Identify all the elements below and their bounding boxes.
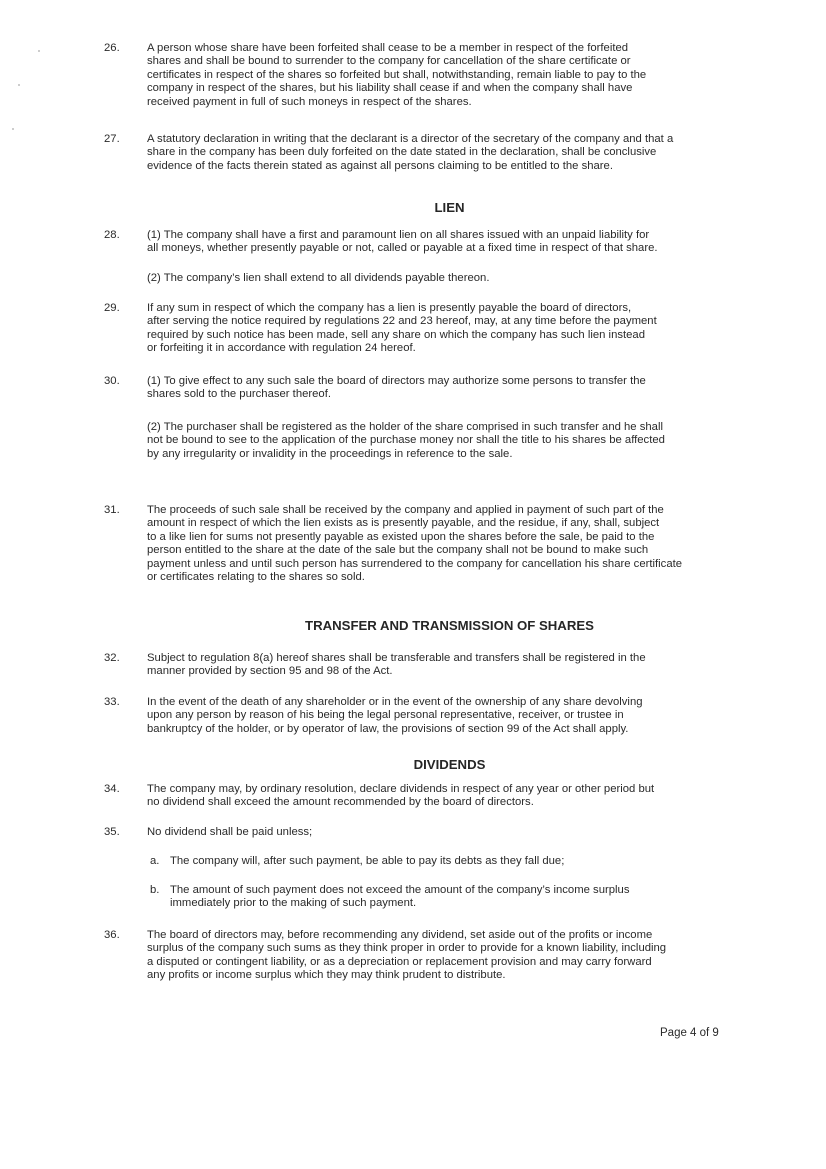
- clause-text: In the event of the death of any shareholder or in the event of the ownership of any share devolving upon any person by reason of his being the legal personal representative, receiver, or trustee in bankruptcy of the holder, or by operator of law, the provisions of section 99 of the Act shall apply.: [147, 696, 643, 735]
- scan-speck: [12, 128, 14, 130]
- list-item-label: b.: [150, 884, 160, 896]
- clause-subparagraph: (2) The purchaser shall be registered as the holder of the share comprised in such transfer and he shall not be bound to see to the application of the purchase money nor shall the title to his shares be affected by any irregularity or invalidity in the proceedings in reference to the sale.: [147, 421, 665, 460]
- list-item-text: The amount of such payment does not exceed the amount of the company’s income surplus immediately prior to the making of such payment.: [170, 884, 630, 910]
- section-heading-dividends: DIVIDENDS: [413, 757, 486, 772]
- clause-text: The proceeds of such sale shall be received by the company and applied in payment of such part of the amount in respect of which the lien exists as is presently payable, and the residue, if any, shall, subject to a like lien for sums not presently payable as existed upon the shares before the sale, be paid to the person entitled to the share at the date of the sale but the company shall not be bound to make such payment unless and until such person has surrendered to the company for cancellation his share certificate or certificates relating to the shares so sold.: [147, 504, 683, 584]
- clause-text: The board of directors may, before recommending any dividend, set aside out of the profits or income surplus of the company such sums as they think proper in order to provide for a known liability, including a disputed or contingent liability, or as a depreciation or replacement provision and may carry forward any profits or income surplus which they may think prudent to distribute.: [147, 929, 667, 982]
- clause-text: Subject to regulation 8(a) hereof shares shall be transferable and transfers shall be registered in the manner provided by section 95 and 98 of the Act.: [147, 652, 646, 678]
- clause-subparagraph: (2) The company’s lien shall extend to all dividends payable thereon.: [147, 272, 490, 284]
- page-number: Page 4 of 9: [660, 1027, 719, 1039]
- clause-text: No dividend shall be paid unless;: [147, 826, 313, 838]
- clause-number: 31.: [104, 504, 120, 516]
- clause-number: 32.: [104, 652, 120, 664]
- section-heading-transfer: TRANSFER AND TRANSMISSION OF SHARES: [305, 618, 594, 633]
- scan-speck: [38, 50, 40, 52]
- clause-number: 30.: [104, 375, 120, 387]
- list-item-text: The company will, after such payment, be able to pay its debts as they fall due;: [170, 855, 565, 867]
- clause-number: 26.: [104, 42, 120, 54]
- clause-text: A statutory declaration in writing that the declarant is a director of the secretary of the company and that a share in the company has been duly forfeited on the date stated in the declaration, shall be conclusive evidence of the facts therein stated as against all persons claiming to be entitled to the share.: [147, 133, 674, 172]
- scan-speck: [18, 84, 20, 86]
- clause-number: 27.: [104, 133, 120, 145]
- clause-text: The company may, by ordinary resolution, declare dividends in respect of any year or other period but no dividend shall exceed the amount recommended by the board of directors.: [147, 783, 655, 809]
- clause-number: 28.: [104, 229, 120, 241]
- section-heading-lien: LIEN: [434, 200, 465, 215]
- clause-text: (1) The company shall have a first and paramount lien on all shares issued with an unpaid liability for all moneys, whether presently payable or not, called or payable at a fixed time in respect of that share.: [147, 229, 658, 255]
- clause-number: 29.: [104, 302, 120, 314]
- clause-number: 36.: [104, 929, 120, 941]
- clause-number: 35.: [104, 826, 120, 838]
- clause-text: A person whose share have been forfeited shall cease to be a member in respect of the forfeited shares and shall be bound to surrender to the company for cancellation of the share certificate or certificates in respect of the shares so forfeited but shall, notwithstanding, remain liable to pay to the company in respect of the shares, but his liability shall cease if and when the company shall have received payment in full of such moneys in respect of the shares.: [147, 42, 647, 108]
- clause-text: (1) To give effect to any such sale the board of directors may authorize some persons to transfer the shares sold to the purchaser thereof.: [147, 375, 646, 401]
- clause-number: 33.: [104, 696, 120, 708]
- list-item-label: a.: [150, 855, 160, 867]
- clause-text: If any sum in respect of which the company has a lien is presently payable the board of directors, after serving the notice required by regulations 22 and 23 hereof, may, at any time before the payment required by such notice has been made, sell any share on which the company has such lien instead or forfeiting it in accordance with regulation 24 hereof.: [147, 302, 657, 355]
- clause-number: 34.: [104, 783, 120, 795]
